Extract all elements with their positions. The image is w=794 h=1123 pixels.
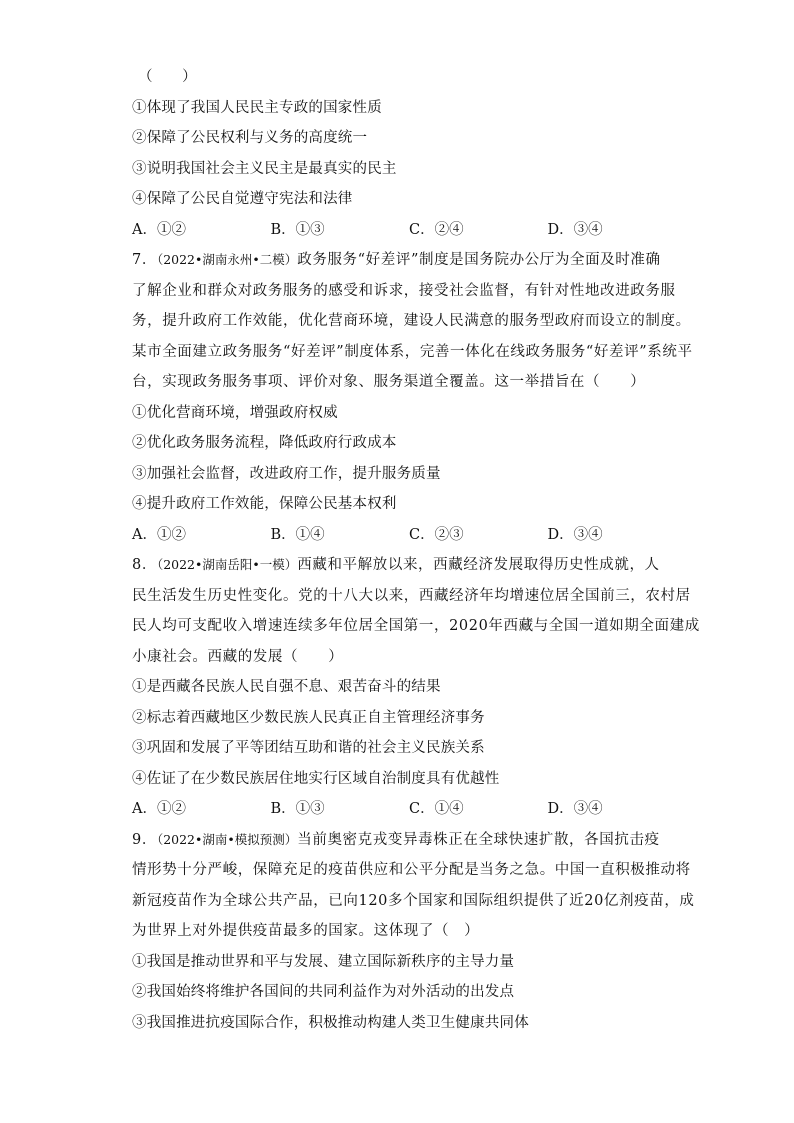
page-content (132, 62, 700, 1038)
q9-statement-1: ①我国是推动世界和平与发展、建立国际新秩序的主导力量 (132, 953, 515, 970)
q7-stem-line-2: 了解企业和群众对政务服务的感受和诉求，接受社会监督，有针对性地改进政务服 (132, 282, 676, 299)
q7-stem-text-1: 政务服务“好差评”制度是国务院办公厅为全面及时准确 (297, 252, 661, 268)
q9-stem-line-4: 为世界上对外提供疫苗最多的国家。这体现了（ ） (132, 923, 480, 939)
q7-statement-4: ④提升政府工作效能，保障公民基本权利 (132, 496, 397, 512)
q8-stem-line-4: 小康社会。西藏的发展（ ） (132, 648, 344, 665)
q7-stem-line-5: 台，实现政务服务事项、评价对象、服务渠道全覆盖。这一举措旨在（ ） (132, 374, 646, 390)
q6-bracket: （ ） (138, 69, 197, 85)
q9-statement-2: ②我国始终将维护各国间的共同利益作为对外活动的出发点 (132, 984, 515, 1000)
q6-choice-d[interactable]: D．③④ (547, 221, 603, 238)
q6-statement-4: ④保障了公民自觉遵守宪法和法律 (132, 191, 353, 207)
q7-choice-d[interactable]: D．③④ (547, 526, 603, 543)
q6-choice-c[interactable]: C．②④ (409, 221, 464, 238)
q9-statement-3: ③我国推进抗疫国际合作，积极推动构建人类卫生健康共同体 (132, 1014, 529, 1031)
q8-statement-2: ②标志着西藏地区少数民族人民真正自主管理经济事务 (132, 709, 485, 726)
q8-statement-1: ①是西藏各民族人民自强不息、艰苦奋斗的结果 (132, 679, 441, 695)
q7-stem-line-4: 某市全面建立政务服务“好差评”制度体系，完善一体化在线政务服务“好差评”系统平 (132, 343, 693, 360)
q7-choices (132, 520, 666, 551)
q6-statement-3: ③说明我国社会主义民主是最真实的民主 (132, 160, 397, 177)
q9-stem-line-2: 情形势十分严峻，保障充足的疫苗供应和公平分配是当务之急。中国一直积极推动将 (132, 862, 691, 878)
q8-stem-line-1 (132, 550, 666, 581)
q8-statement-4: ④佐证了在少数民族居住地实行区域自治制度具有优越性 (132, 770, 500, 787)
q8-choice-a[interactable]: A．①② (132, 801, 186, 817)
q9-number: 9． (132, 831, 157, 848)
q7-choice-b[interactable]: B．①④ (270, 526, 325, 543)
q7-choice-c[interactable]: C．②③ (409, 526, 464, 543)
q7-stem-line-1 (132, 245, 666, 276)
q9-stem-text-1: 当前奥密克戎变异毒株正在全球快速扩散，各国抗击疫 (297, 831, 660, 848)
q7-choice-a[interactable]: A．①② (132, 526, 186, 543)
q6-choices (132, 215, 666, 246)
q6-statement-1: ①体现了我国人民民主专政的国家性质 (132, 99, 382, 116)
q8-choice-b[interactable]: B．①③ (270, 801, 325, 817)
q8-choices (132, 794, 666, 825)
q8-stem-line-2: 民生活发生历史性变化。党的十八大以来，西藏经济年均增速位居全国前三，农村居 (132, 587, 691, 604)
q6-choice-a[interactable]: A．①② (132, 221, 186, 238)
q9-stem-line-1 (132, 825, 666, 856)
q7-statement-2: ②优化政务服务流程，降低政府行政成本 (132, 435, 397, 451)
q9-source: （2022•湖南•模拟预测） (156, 831, 298, 847)
q8-choice-c[interactable]: C．①④ (409, 801, 464, 817)
q7-stem-line-3: 务，提升政府工作效能，优化营商环境，建设人民满意的服务型政府而设立的制度。 (132, 313, 691, 329)
q7-statement-3: ③加强社会监督，改进政府工作，提升服务质量 (132, 465, 441, 482)
q8-statement-3: ③巩固和发展了平等团结互助和谐的社会主义民族关系 (132, 740, 485, 756)
q8-source: （2022•湖南岳阳•一模） (156, 557, 298, 572)
q6-choice-b[interactable]: B．①③ (270, 221, 325, 238)
q7-number: 7． (132, 252, 157, 268)
q8-stem-text-1: 西藏和平解放以来，西藏经济发展取得历史性成就，人 (297, 557, 660, 573)
q8-number: 8． (132, 557, 157, 573)
q9-stem-line-3: 新冠疫苗作为全球公共产品，已向120多个国家和国际组织提供了近20亿剂疫苗，成 (132, 892, 695, 909)
q6-statement-2: ②保障了公民权利与义务的高度统一 (132, 130, 368, 146)
q7-source: （2022•湖南永州•二模） (156, 252, 298, 267)
q8-stem-line-3: 民人均可支配收入增速连续多年位居全国第一，2020年西藏与全国一道如期全面建成 (132, 618, 700, 634)
q7-statement-1: ①优化营商环境，增强政府权威 (132, 404, 338, 421)
q8-choice-d[interactable]: D．③④ (547, 801, 603, 817)
